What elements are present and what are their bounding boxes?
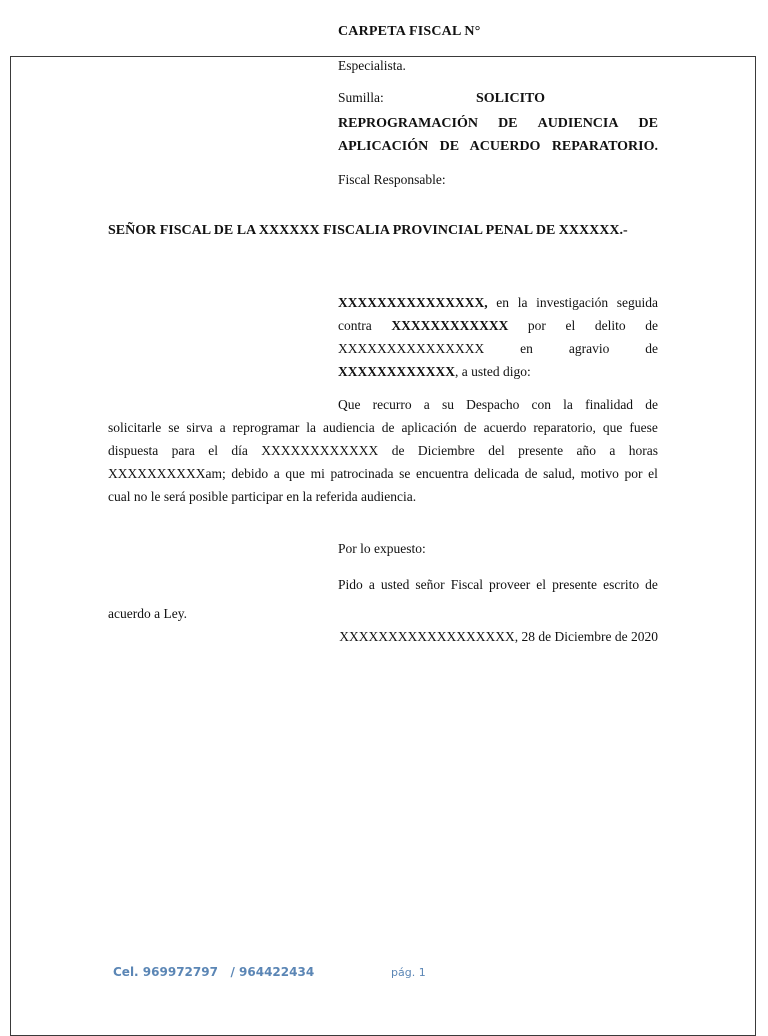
sumilla-row — [338, 90, 658, 107]
body-line-3: dispuesta para el día XXXXXXXXXXXX de Diciembre del presente año a horas — [108, 443, 658, 458]
sumilla-line-1: REPROGRAMACIÓN DE AUDIENCIA DE — [338, 116, 658, 131]
fiscal-responsable-label: Fiscal Responsable: — [338, 172, 446, 187]
sumilla-label: Sumilla: — [338, 90, 384, 105]
intro-line-1: XXXXXXXXXXXXXXX, en la investigación seguida — [338, 295, 658, 310]
body-line-4: XXXXXXXXXXam; debido a que mi patrocinada se encuentra delicada de salud, motivo por el — [108, 466, 658, 481]
intro-line-3: XXXXXXXXXXXXXXX en agravio de — [338, 341, 658, 356]
date-line: XXXXXXXXXXXXXXXXXX, 28 de Diciembre de 2020 — [339, 629, 658, 644]
footer-page-number: pág. 1 — [391, 966, 426, 979]
especialista-label: Especialista. — [338, 58, 406, 73]
addressee-heading: SEÑOR FISCAL DE LA XXXXXX FISCALIA PROVINCIAL PENAL DE XXXXXX.- — [108, 223, 628, 238]
footer-phone: Cel. 969972797 / 964422434 — [113, 965, 315, 979]
sumilla-line-2: APLICACIÓN DE ACUERDO REPARATORIO. — [338, 139, 658, 154]
body-line-1: Que recurro a su Despacho con la finalidad de — [338, 397, 658, 412]
body-line-5: cual no le será posible participar en la referida audiencia. — [108, 489, 417, 504]
intro-line-4: XXXXXXXXXXXX, a usted digo: — [338, 364, 531, 379]
por-lo-expuesto: Por lo expuesto: — [338, 541, 426, 556]
body-paragraph — [108, 393, 658, 508]
pido-line-1: Pido a usted señor Fiscal proveer el presente escrito de — [338, 577, 658, 592]
sumilla-lead: SOLICITO — [476, 91, 545, 106]
carpeta-fiscal-title: CARPETA FISCAL N° — [338, 24, 481, 39]
pido-paragraph — [108, 573, 658, 625]
sumilla-text — [338, 112, 658, 158]
intro-paragraph — [338, 291, 658, 383]
pido-line-2: acuerdo a Ley. — [108, 606, 187, 621]
intro-line-2: contra XXXXXXXXXXXX por el delito de — [338, 318, 658, 333]
body-line-2: solicitarle se sirva a reprogramar la audiencia de aplicación de acuerdo reparatorio, que fuese — [108, 420, 658, 435]
